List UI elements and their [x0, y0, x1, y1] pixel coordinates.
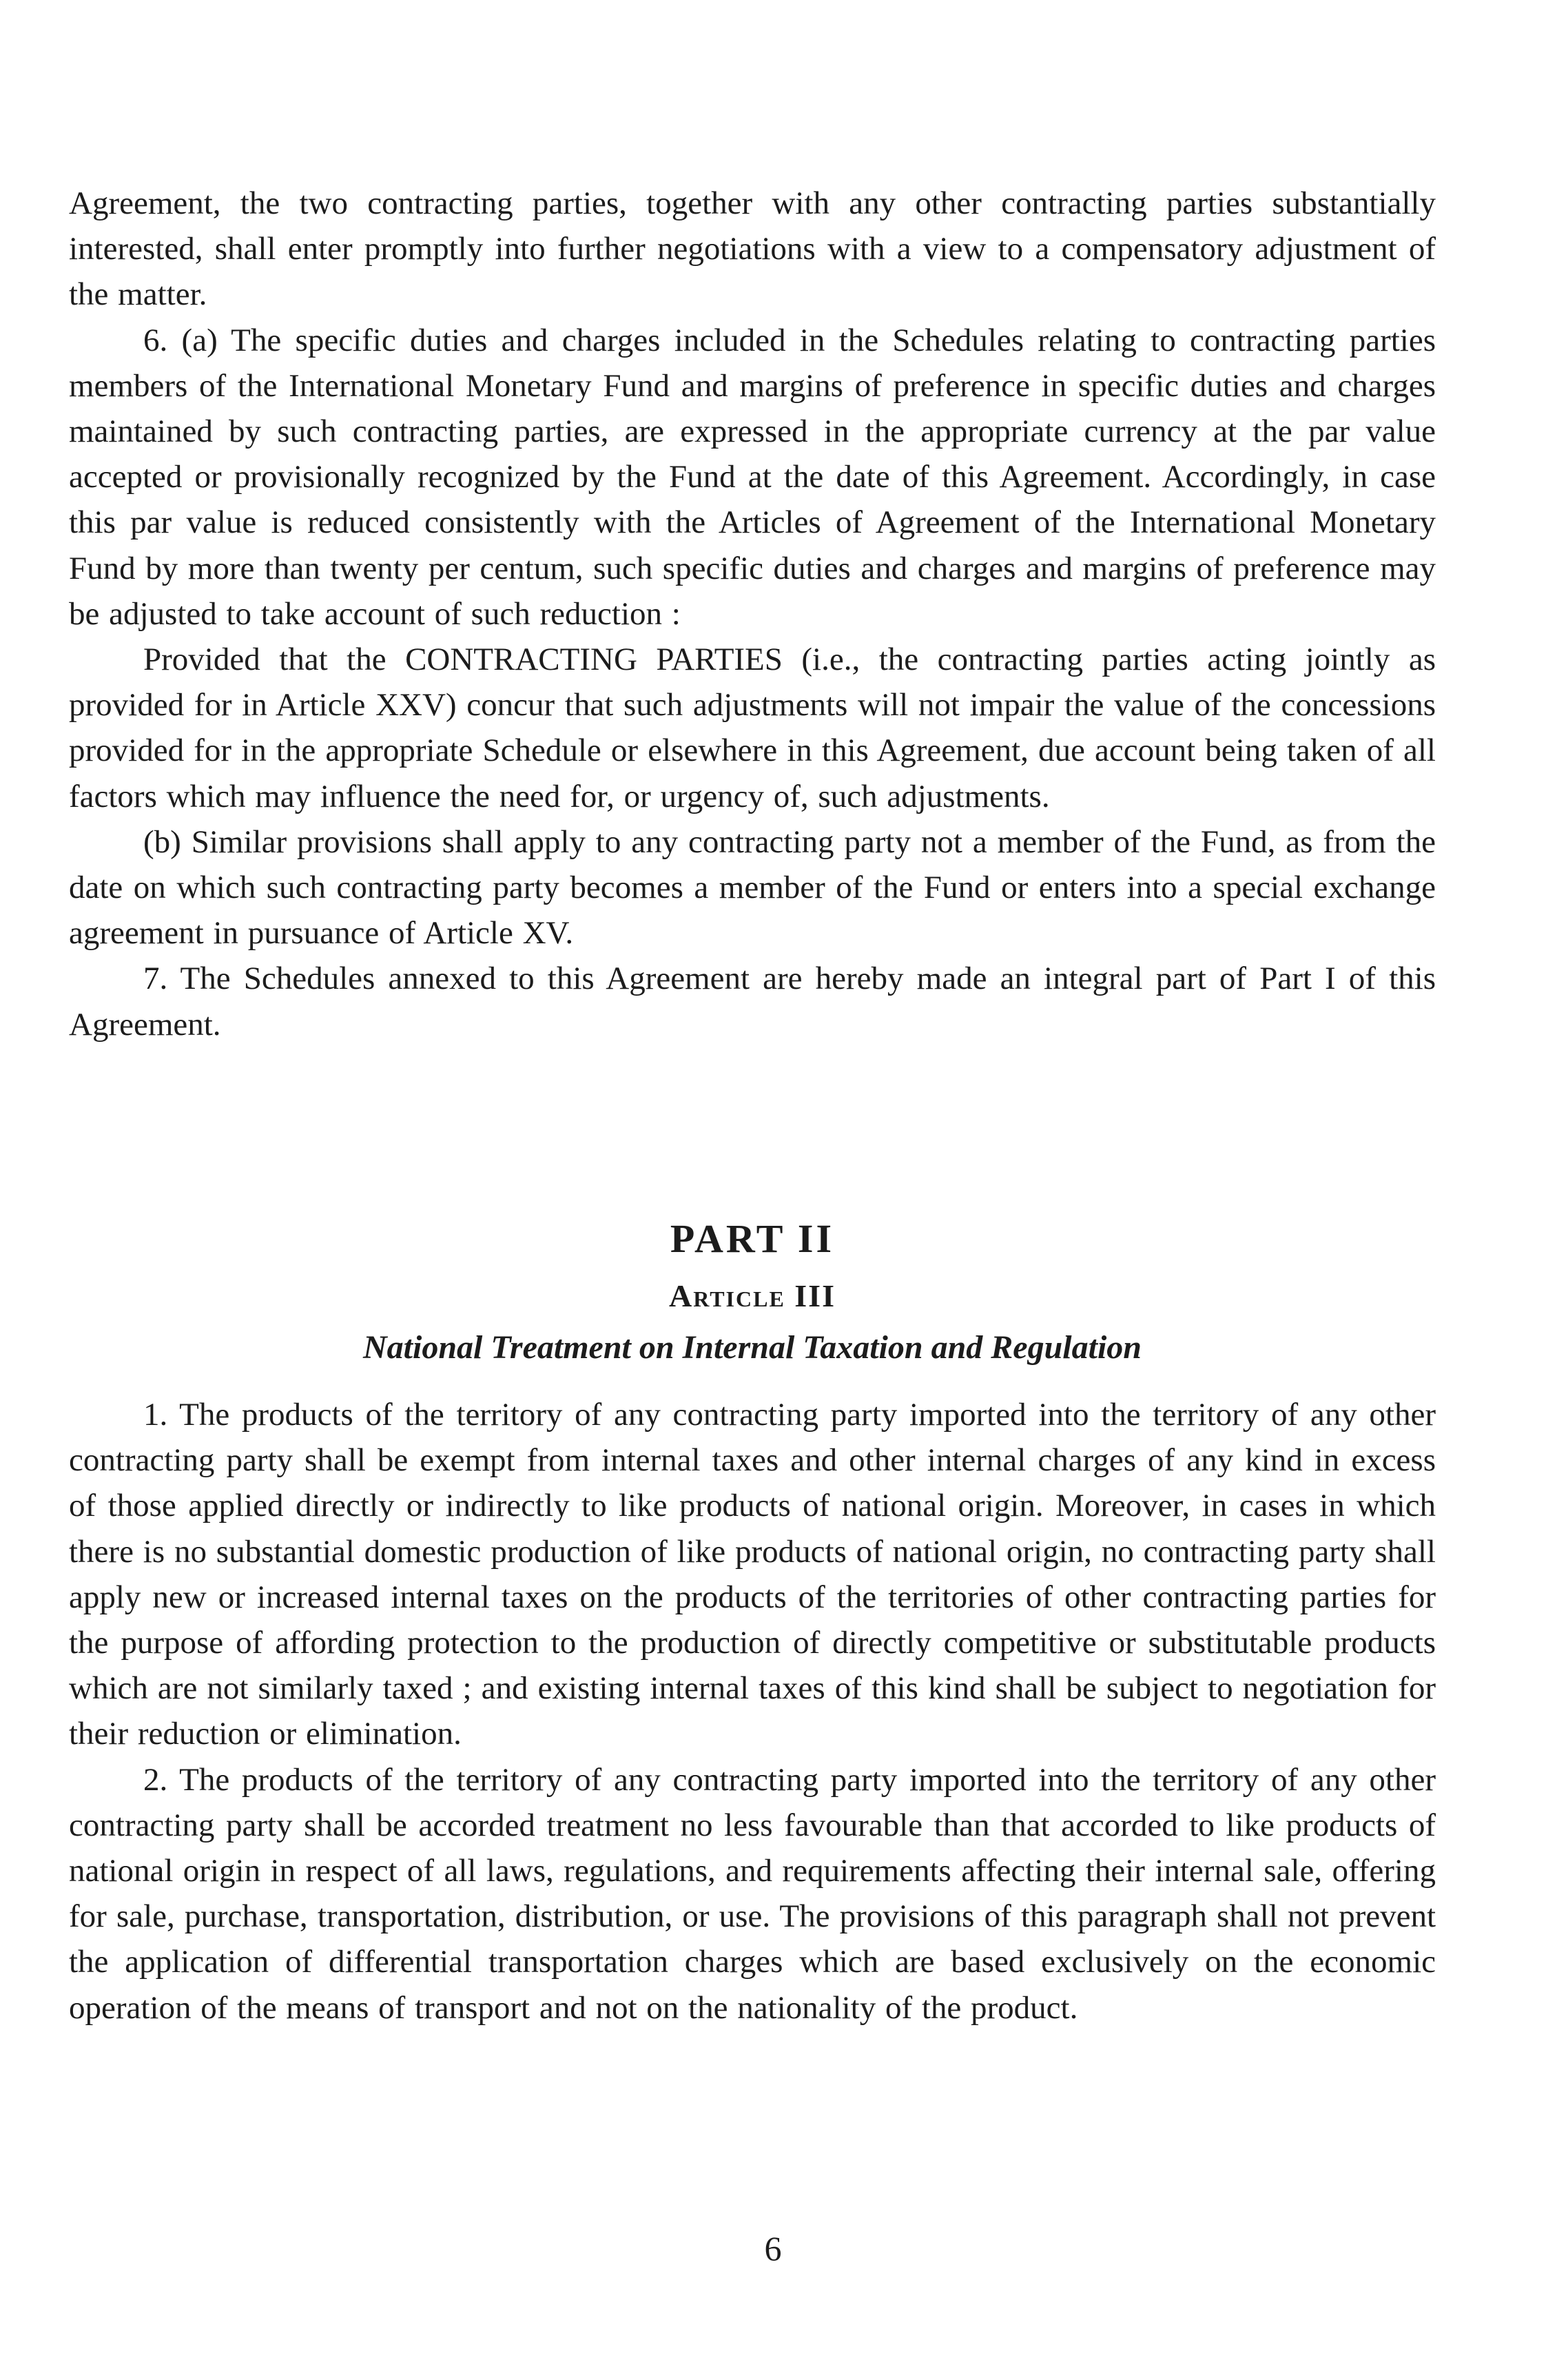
article-iii-paragraph-1: 1. The products of the territory of any contracting party imported into the territory of any other contracting party shall be exempt from internal taxes and other internal charges of any kind in excess of those applied directly or indirectly to like products of national origin. Moreover, in cases in which there is no substantial domestic production of like products of national origin, no contracting party shall apply new or increased internal taxes on the products of the territories of other contracting parties for the purpose of affording protection to the production of directly competitive or substitutable products which are not similarly taxed ; and existing internal taxes of this kind shall be subject to negotiation for their reduction or elimination. — [69, 1397, 1436, 1752]
proviso-paragraph: Provided that the CONTRACTING PARTIES (i.e., the contracting parties acting jointly as provided for in Article XXV) concur that such adjustments will not impair the value of the concessions provided for in the appropriate Schedule or elsewhere in this Agreement, due account being taken of all factors which may influence the need for, or urgency of, such adjustments. — [69, 642, 1436, 814]
part-heading: PART II — [670, 1216, 835, 1261]
paragraph-6a: 6. (a) The specific duties and charges included in the Schedules relating to contracting parties members of the International Monetary Fund and margins of preference in specific duties and charges maintained by such contracting parties, are expressed in the appropriate currency at the par value accepted or provisionally recognized by the Fund at the date of this Agreement. Accordingly, in case this par value is reduced consistently with the Articles of Agreement of the International Monetary Fund by more than twenty per centum, such specific duties and charges and margins of preference may be adjusted to take account of such reduction : — [69, 322, 1436, 632]
part-one-closing-text — [69, 181, 1436, 1047]
article-iii-text — [69, 1392, 1436, 2031]
article-iii-paragraph-2: 2. The products of the territory of any contracting party imported into the territory of any other contracting party shall be accorded treatment no less favourable than that accorded to like products of national origin in respect of all laws, regulations, and requirements affecting their internal sale, offering for sale, purchase, transportation, distribution, or use. The provisions of this paragraph shall not prevent the application of differential transportation charges which are based exclusively on the economic operation of the means of transport and not on the nationality of the product. — [69, 1761, 1436, 2026]
article-heading-text: Article III — [668, 1278, 836, 1313]
paragraph-6b: (b) Similar provisions shall apply to any contracting party not a member of the Fund, as from the date on which such contracting party becomes a member of the Fund or enters into a special exchange agreement in pursuance of Article XV. — [69, 823, 1436, 952]
article-subtitle: National Treatment on Internal Taxation and Regulation — [362, 1329, 1142, 1366]
article-heading — [69, 1278, 1436, 1314]
paragraph-7: 7. The Schedules annexed to this Agreement are hereby made an integral part of Part I of this Agreement. — [69, 961, 1436, 1043]
page-number: 6 — [764, 2229, 782, 2268]
continuation-paragraph: Agreement, the two contracting parties, together with any other contracting parties substantially interested, shall enter promptly into further negotiations with a view to a compensatory adjustment of the matter. — [69, 185, 1436, 313]
